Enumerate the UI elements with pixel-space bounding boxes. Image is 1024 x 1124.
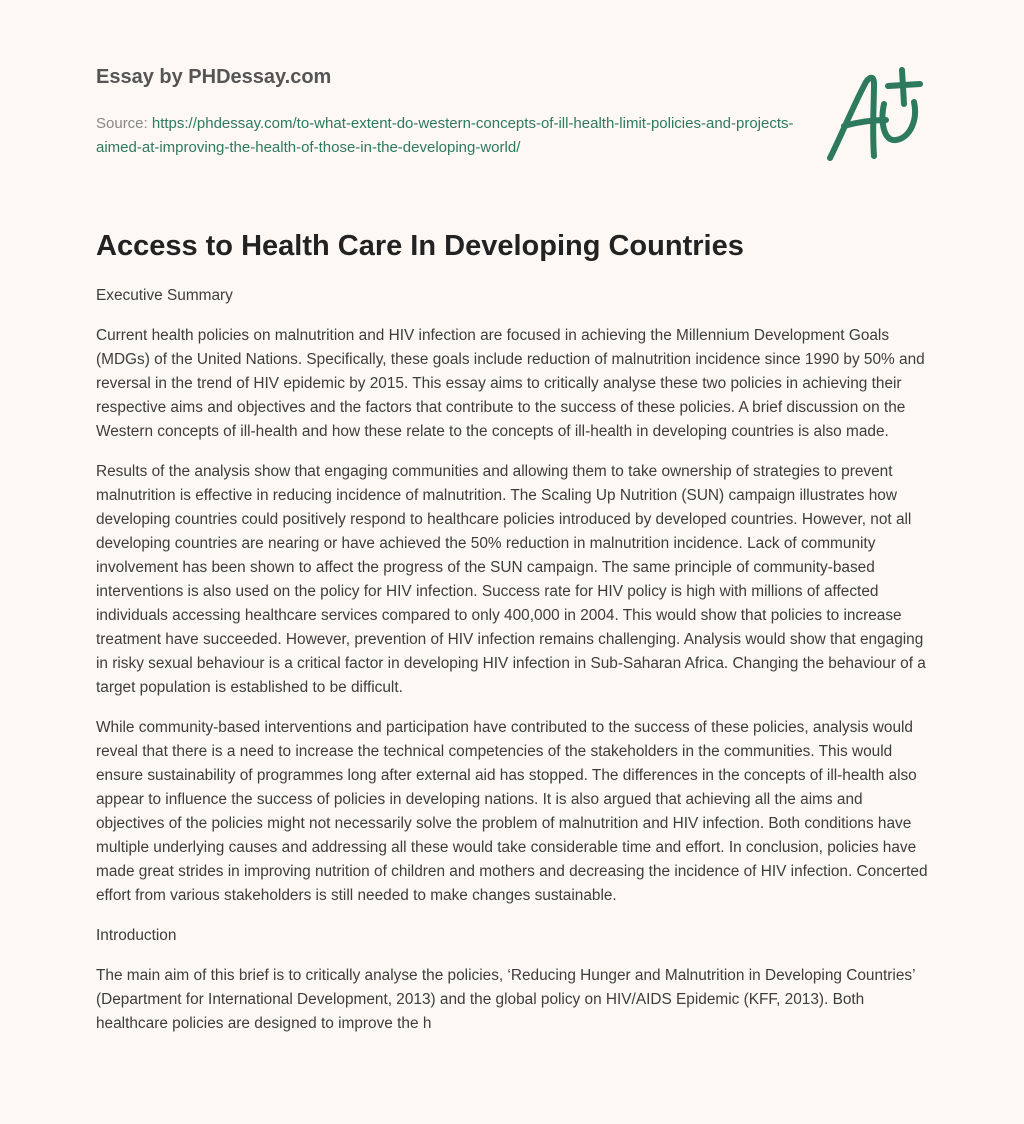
section-heading: Introduction	[96, 927, 177, 944]
source-link[interactable]: https://phdessay.com/to-what-extent-do-western-concepts-of-ill-health-limit-policies-and-projects-aimed-at-improving-the-health-of-those-in-the-developing-world/	[96, 115, 794, 156]
paragraph: Current health policies on malnutrition and HIV infection are focused in achieving the Millennium Development Goals (MDGs) of the United Nations. Specifically, these goals include reduction of malnutrition incidence since 1990 by 50% and reversal in the trend of HIV epidemic by 2015. This essay aims to critically analyse these two policies in achieving their respective aims and objectives and the factors that contribute to the success of these policies. A brief discussion on the Western concepts of ill-health and how these relate to the concepts of ill-health in developing countries is also made.	[96, 327, 925, 440]
a-plus-logo-icon	[824, 64, 928, 168]
section-heading: Executive Summary	[96, 287, 233, 304]
paragraph: The main aim of this brief is to critically analyse the policies, ‘Reducing Hunger and Malnutrition in Developing Countries’ (Department for International Development, 2013) and the global policy on HIV/AIDS Epidemic (KFF, 2013). Both healthcare policies are designed to improve the h	[96, 967, 915, 1032]
paragraph: Results of the analysis show that engaging communities and allowing them to take ownership of strategies to prevent malnutrition is effective in reducing incidence of malnutrition. The Scaling Up Nutrition (SUN) campaign illustrates how developing countries could positively respond to healthcare policies introduced by developed countries. However, not all developing countries are nearing or have achieved the 50% reduction in malnutrition incidence. Lack of community involvement has been shown to affect the progress of the SUN campaign. The same principle of community-based interventions is also used on the policy for HIV infection. Success rate for HIV policy is high with millions of affected individuals accessing healthcare services compared to only 400,000 in 2004. This would show that policies to increase treatment have succeeded. However, prevention of HIV infection remains challenging. Analysis would show that engaging in risky sexual behaviour is a critical factor in developing HIV infection in Sub-Saharan Africa. Changing the behaviour of a target population is established to be difficult.	[96, 463, 926, 696]
source-line	[96, 112, 796, 160]
site-title: Essay by PHDessay.com	[96, 66, 332, 88]
essay-content	[96, 284, 932, 1052]
paragraph: While community-based interventions and participation have contributed to the success of these policies, analysis would reveal that there is a need to increase the technical competencies of the stakeholders in the communities. This would ensure sustainability of programmes long after external aid has stopped. The differences in the concepts of ill-health also appear to influence the success of policies in developing nations. It is also argued that achieving all the aims and objectives of the policies might not necessarily solve the problem of malnutrition and HIV infection. Both conditions have multiple underlying causes and addressing all these would take considerable time and effort. In conclusion, policies have made great strides in improving nutrition of children and mothers and decreasing the incidence of HIV infection. Concerted effort from various stakeholders is still needed to make changes sustainable.	[96, 719, 928, 904]
essay-title: Access to Health Care In Developing Countries	[96, 230, 744, 262]
source-label: Source:	[96, 115, 152, 132]
